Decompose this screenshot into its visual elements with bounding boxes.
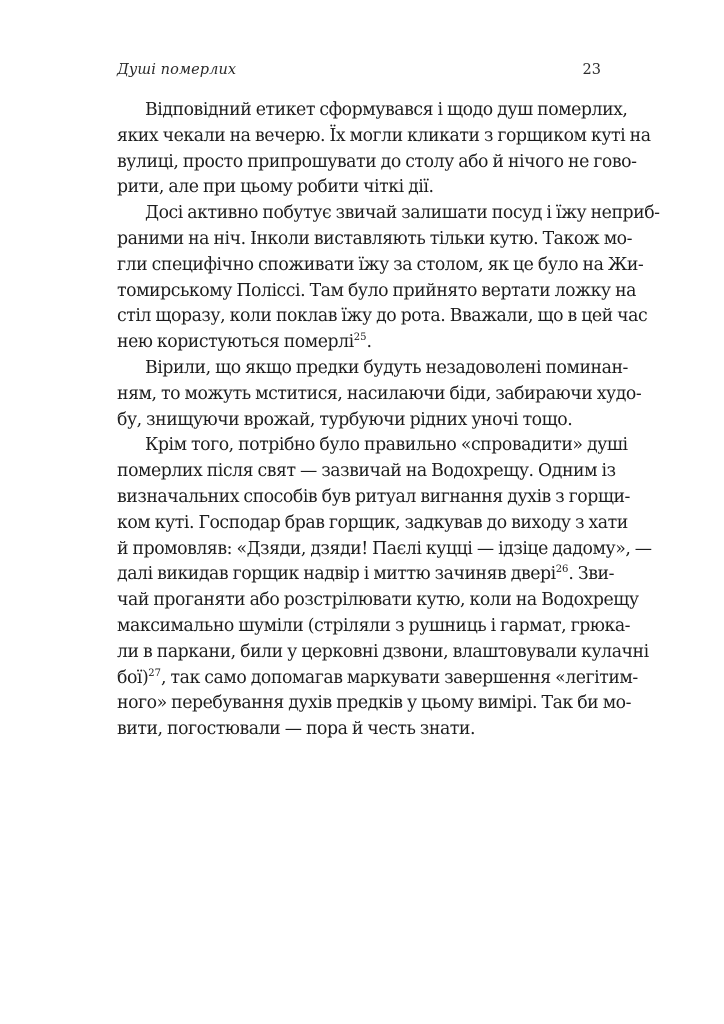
paragraph [117,356,642,433]
line-text: чай проганяти або розстрілювати кутю, коли на Водохрещу [117,590,639,611]
text-line [117,253,644,279]
line-text: ли в паркани, били у церковні дзвони, влаштовували кулачні [117,641,649,662]
line-text: стіл щоразу, коли поклав їжу до рота. Вважали, що в цей час [117,306,648,327]
chapter-title: Душі померлих [117,62,237,78]
text-line [117,666,638,692]
line-text: раними на ніч. Інколи виставляють тільки кутю. Також мо- [117,228,633,249]
line-text-continued: . Зви- [568,564,614,585]
text-line [117,304,648,330]
text-line [117,175,601,201]
line-text: Вірили, що якщо предки будуть незадоволені поминан- [145,357,628,378]
line-text: бу, знищуючи врожай, турбуючи рідних уночі тощо. [117,409,573,430]
line-text: рити, але при цьому робити чіткі дії. [117,177,434,198]
text-line [117,227,633,253]
running-header [117,62,601,84]
line-text: вити, погостювали — пора й честь знати. [117,719,476,740]
line-text: Крім того, потрібно було правильно «спровадити» душі [145,435,628,456]
line-text: максимально шуміли (стріляли з рушниць і гармат, грюка- [117,615,631,636]
line-text: ням, то можуть мститися, насилаючи біди, забираючи худо- [117,383,642,404]
line-text: ного» перебування духів предків у цьому вимірі. Так би мо- [117,693,632,714]
text-line [117,279,637,305]
line-text: гли специфічно споживати їжу за столом, як це було на Жи- [117,254,644,275]
line-text: далі викидав горщик надвір і миттю зачиняв двері [117,564,556,585]
text-line [117,433,628,459]
text-line [117,382,642,408]
text-line [117,511,628,537]
text-line [117,562,614,588]
text-line [117,717,601,743]
text-line [117,330,601,356]
text-line [117,537,652,563]
line-text: померлих після свят — зазвичай на Водохрещу. Одним із [117,461,616,482]
line-text: бої) [117,667,149,688]
paragraph [117,201,660,356]
footnote-reference[interactable]: 26 [555,564,569,576]
line-text: томирському Поліссі. Там було прийнято вертати ложку на [117,280,637,301]
text-line [117,150,637,176]
line-text: й промовляв: «Дзяди, дзяди! Паєлі куцці — ідзіце дадому», — [117,538,652,559]
text-line [117,640,649,666]
paragraph [117,98,651,201]
text-line [117,124,651,150]
line-text: ком куті. Господар брав горщик, задкував до виходу з хати [117,512,628,533]
line-text: визначальних способів був ритуал вигнання духів з горщи- [117,486,630,507]
paragraph [117,433,652,743]
text-line [117,614,631,640]
line-text-continued: , так само допомагав маркувати завершення «легітим- [161,667,638,688]
text-line [117,459,616,485]
line-text-continued: . [366,332,372,353]
line-text: Досі активно побутує звичай залишати посуд і їжу неприб- [145,203,660,224]
line-text: вулиці, просто припрошувати до столу або й нічого не гово- [117,151,637,172]
text-line [117,98,628,124]
body-text [117,98,660,743]
text-line [117,691,632,717]
text-line [117,201,660,227]
text-line [117,588,639,614]
page-number: 23 [582,62,601,78]
text-line [117,408,601,434]
line-text: нею користуються померлі [117,332,354,353]
line-text: Відповідний етикет сформувався і щодо душ померлих, [145,100,628,120]
text-line [117,356,628,382]
line-text: яких чекали на вечерю. Їх могли кликати з горщиком куті на [117,125,651,146]
footnote-reference[interactable]: 25 [353,332,367,344]
footnote-reference[interactable]: 27 [148,667,162,679]
text-line [117,485,630,511]
